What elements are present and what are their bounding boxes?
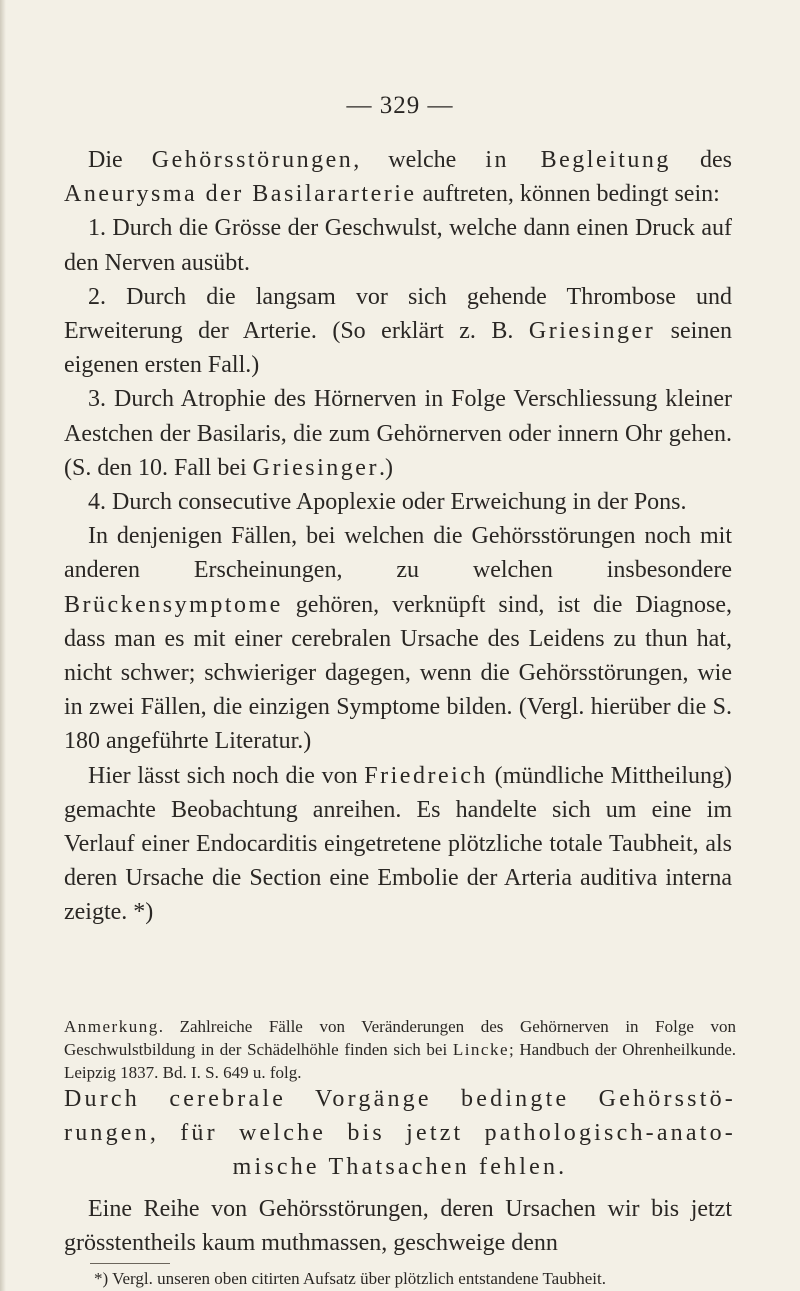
paragraph-diagnosis — [64, 519, 732, 758]
paragraph-item-2 — [64, 280, 732, 383]
text-run: 2. Durch die langsam vor sich gehende Thrombose und Erweiterung der Arterie. (So erklärt z. B. — [64, 283, 732, 345]
text-run: . Zahlreiche Fälle von Veränderungen des Gehörnerven in Folge von Geschwulstbildung in der Schädelhöhle finden sich bei — [64, 1017, 736, 1059]
footnote-text: *) Vergl. unseren oben citirten Aufsatz über plötzlich entstandene Taubheit. — [94, 1269, 606, 1288]
text-run: (mündliche Mittheilung) gemachte Beobachtung anreihen. Es handelte sich um eine im Verlauf einer Endocarditis eingetretene plötzliche totale Taubheit, als deren Ursache die Section eine Embolie der Arteria auditiva interna zeigte. *) — [64, 762, 732, 926]
paragraph-reihe: Eine Reihe von Gehörsstörungen, deren Ursachen wir bis jetzt grösstentheils kaum muthmassen, geschweige denn — [64, 1196, 732, 1256]
section-text — [64, 1193, 732, 1260]
heading-line-2: rungen, für welche bis jetzt pathologisch-anato- — [64, 1120, 736, 1146]
text-run: 3. Durch Atrophie des Hörnerven in Folge Verschliessung kleiner Aestchen der Basilaris, die zum Gehörnerven oder innern Ohr gehen. (S. den 10. Fall bei — [64, 386, 732, 481]
paragraph-item-1 — [64, 211, 732, 279]
text-run: seinen eigenen ersten Fall.) — [64, 318, 732, 379]
text-run: , welche — [353, 147, 486, 173]
spaced-name: Anmerkung — [64, 1017, 159, 1036]
text-run: Die — [88, 147, 152, 173]
text-run: ; Handbuch der Ohrenheilkunde. Leipzig 1837. Bd. I. S. 649 u. folg. — [64, 1040, 736, 1082]
page-edge-shadow — [0, 0, 6, 1291]
page-number: — 329 — — [346, 92, 454, 119]
paragraph-item-3 — [64, 382, 732, 485]
annotation-note — [64, 1015, 736, 1084]
spaced-name: Brückensymptome — [64, 591, 283, 618]
text-run: In denjenigen Fällen, bei welchen die Gehörsstörungen noch mit anderen Erscheinungen, zu welchen insbesondere — [64, 523, 732, 584]
footnote-rule — [90, 1263, 170, 1264]
spaced-name: Lincke — [452, 1040, 510, 1059]
spaced-name: Griesinger — [252, 454, 379, 481]
paragraph-item-4 — [64, 485, 732, 519]
footnote — [64, 1268, 736, 1290]
text-run: .) — [378, 454, 393, 481]
section-heading — [64, 1082, 736, 1184]
text-run: 4. Durch consecutive Apoplexie oder Erweichung in der Pons. — [88, 489, 687, 516]
text-run: gehören, verknüpft sind, ist die Diagnose, dass man es mit einer cerebralen Ursache des Leidens zu thun hat, nicht schwer; schwieriger dagegen, wenn die Gehörsstörungen, wie in zwei Fällen, die einzigen Symptome bilden. (Vergl. hierüber die S. 180 angeführte Literatur.) — [64, 591, 732, 755]
text-run: 1. Durch die Grösse der Geschwulst, welche dann einen Druck auf den Nerven ausübt. — [64, 215, 732, 276]
paragraph-intro — [64, 143, 732, 211]
spaced-name: Gehörsstörungen — [151, 147, 354, 173]
heading-line-1: Durch cerebrale Vorgänge bedingte Gehörsstö- — [64, 1086, 736, 1112]
main-text — [64, 143, 732, 930]
heading-line-3: mische Thatsachen fehlen. — [232, 1154, 568, 1180]
text-run: des — [670, 147, 733, 173]
spaced-name: in Begleitung — [485, 147, 671, 173]
paragraph-friedreich — [64, 759, 732, 930]
spaced-name: Friedreich — [364, 762, 488, 789]
text-run: Hier lässt sich noch die von — [88, 762, 365, 789]
spaced-name: Griesinger — [528, 318, 656, 345]
spaced-name: Aneurysma der Basilararterie — [64, 181, 417, 208]
text-run: auftreten, können bedingt sein: — [416, 181, 720, 208]
